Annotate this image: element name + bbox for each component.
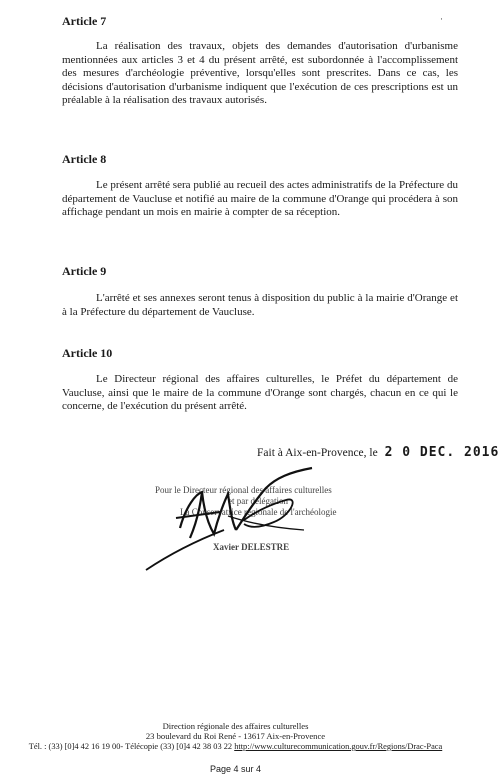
signatory-name: Xavier DELESTRE (213, 542, 290, 552)
article-8-text: Le présent arrêté sera publié au recueil des actes administratifs de la Préfecture du département de Vaucluse et notifié au maire de la commune d'Orange qui procédera à son affichage pendant un mois en mairie à compter de sa réception. (62, 179, 458, 219)
signature-title-line-2: et par délégation (228, 496, 288, 506)
footer-contact (0, 741, 471, 752)
article-8-heading: Article 8 (62, 152, 107, 166)
footer-phone-fax: Tél. : (33) [0]4 42 16 19 00- Télécopie (33) [0]4 42 38 03 22 (28, 742, 233, 751)
article-10-heading: Article 10 (62, 346, 113, 360)
article-9-heading: Article 9 (62, 264, 107, 278)
handwritten-signature (140, 458, 340, 578)
footer-org: Direction régionale des affaires culturelles (162, 721, 309, 731)
footer-website-link[interactable]: http://www.culturecommunication.gouv.fr/Regions/Drac-Paca (234, 742, 443, 751)
article-10-text: Le Directeur régional des affaires culturelles, le Préfet du département de Vaucluse, ainsi que le maire de la commune d'Orange sont chargés, chacun en ce qui le concerne, de l'exécution du présent arrêté. (62, 373, 458, 413)
corner-mark: · (440, 14, 443, 24)
signature-place: Fait à Aix-en-Provence, le (257, 447, 378, 459)
footer-address: 23 boulevard du Roi René - 13617 Aix-en-Provence (145, 731, 326, 741)
page-number: Page 4 sur 4 (209, 764, 262, 774)
date-stamp: 2 0 DEC. 2016 (384, 445, 499, 460)
article-9-text: L'arrêté et ses annexes seront tenus à disposition du public à la mairie d'Orange et à la Préfecture du département de Vaucluse. (62, 292, 458, 318)
article-7-text: La réalisation des travaux, objets des demandes d'autorisation d'urbanisme mentionnées aux articles 3 et 4 du présent arrêté, est subordonnée à l'accomplissement des mesures d'archéologie préventive, lorsqu'elles sont prescrites. Dans ce cas, les décisions d'autorisation d'urbanisme indiquent que l'exécution de ces prescriptions est un préalable à la réalisation des travaux autorisés. (62, 40, 458, 107)
article-7-heading: Article 7 (62, 14, 107, 28)
signature-title-line-1: Pour le Directeur régional des affaires culturelles (155, 485, 332, 495)
signature-title-line-3: La Conservatrice régionale de l'archéologie (180, 507, 337, 517)
